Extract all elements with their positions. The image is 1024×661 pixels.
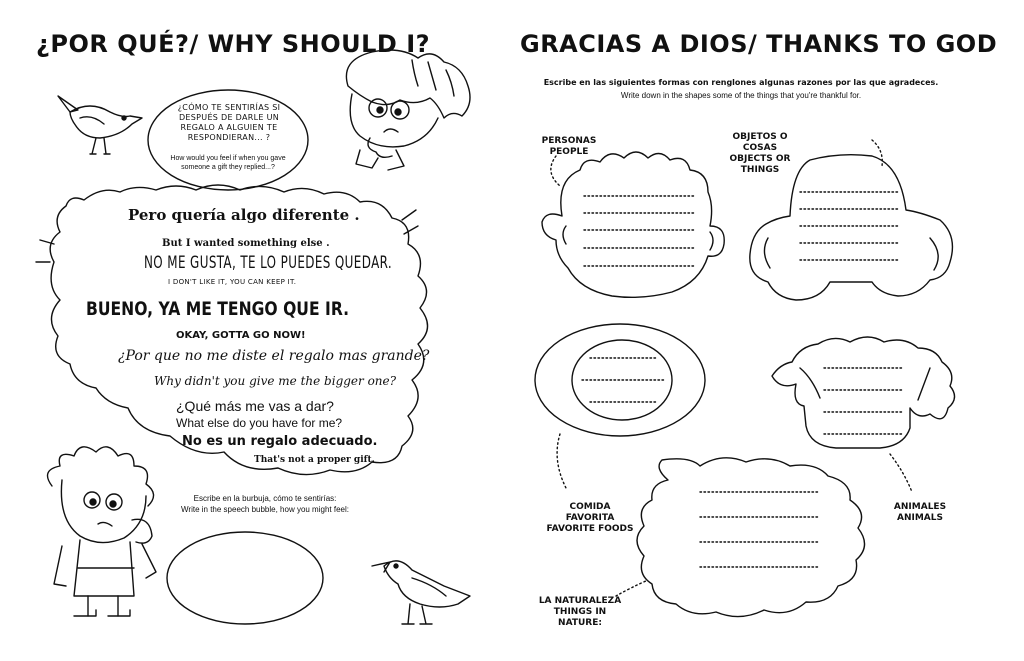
- bubble-line-5: BUENO, YA ME TENGO QUE IR.: [86, 298, 350, 320]
- bubble-line-12: That's not a proper gift.: [254, 455, 375, 465]
- question-en: How would you feel if when you gave someone a gift they replied...?: [170, 155, 286, 171]
- answer-ellipse: [167, 532, 323, 624]
- bubble-line-7: ¿Por que no me diste el regalo mas grande?: [118, 348, 430, 364]
- left-instruction-en: Write in the speech bubble, how you might feel:: [181, 505, 349, 514]
- bubble-line-2: But I wanted something else .: [162, 238, 330, 249]
- nature-writing-lines: [700, 492, 820, 567]
- label-animals: ANIMALES ANIMALS: [893, 502, 947, 523]
- right-instruction-en: Write down in the shapes some of the things that you're thankful for.: [620, 91, 862, 100]
- animals-writing-lines: [824, 368, 904, 434]
- head-shape-icon: [542, 152, 724, 297]
- right-page-title: GRACIAS A DIOS/ THANKS TO GOD: [520, 30, 998, 58]
- bubble-line-3: NO ME GUSTA, TE LO PUEDES QUEDAR.: [144, 253, 393, 273]
- label-food: COMIDA FAVORITA FAVORITE FOODS: [546, 502, 634, 534]
- label-nature: LA NATURALEZA THINGS IN NATURE:: [538, 596, 622, 628]
- worried-boy-icon: [346, 50, 470, 170]
- left-page-title: ¿POR QUÉ?/ WHY SHOULD I?: [36, 30, 431, 58]
- label-people: PERSONAS PEOPLE: [541, 136, 597, 157]
- label-objects: OBJETOS O COSAS OBJECTS OR THINGS: [729, 132, 791, 175]
- bird-icon: [58, 96, 142, 154]
- bubble-line-1: Pero quería algo diferente .: [128, 206, 360, 224]
- bubble-line-11: No es un regalo adecuado.: [182, 434, 378, 449]
- food-writing-lines: [582, 358, 664, 402]
- objects-writing-lines: [800, 192, 900, 260]
- bubble-line-8: Why didn't you give me the bigger one?: [154, 374, 397, 388]
- animal-hair-shape-icon: [772, 337, 955, 448]
- bubble-line-6: OKAY, GOTTA GO NOW!: [176, 330, 306, 341]
- people-writing-lines: [584, 196, 694, 266]
- confused-girl-icon: [48, 447, 157, 616]
- left-instruction-es: Escribe en la burbuja, cómo te sentirías:: [193, 494, 337, 503]
- right-instruction-es: Escribe en las siguientes formas con renglones algunas razones por las que agradeces.: [543, 78, 939, 87]
- question-es: ¿CÓMO TE SENTIRÍAS SI DESPUÉS DE DARLE UN REGALO A ALGUIEN TE RESPONDIERAN... ?: [177, 103, 281, 142]
- cloud-shape-icon: [637, 458, 865, 617]
- car-shape-icon: [750, 155, 953, 300]
- crow-icon: [372, 561, 470, 624]
- bubble-line-9: ¿Qué más me vas a dar?: [176, 398, 334, 414]
- bubble-line-10: What else do you have for me?: [176, 416, 343, 430]
- bubble-line-4: I DON'T LIKE IT, YOU CAN KEEP IT.: [168, 278, 297, 286]
